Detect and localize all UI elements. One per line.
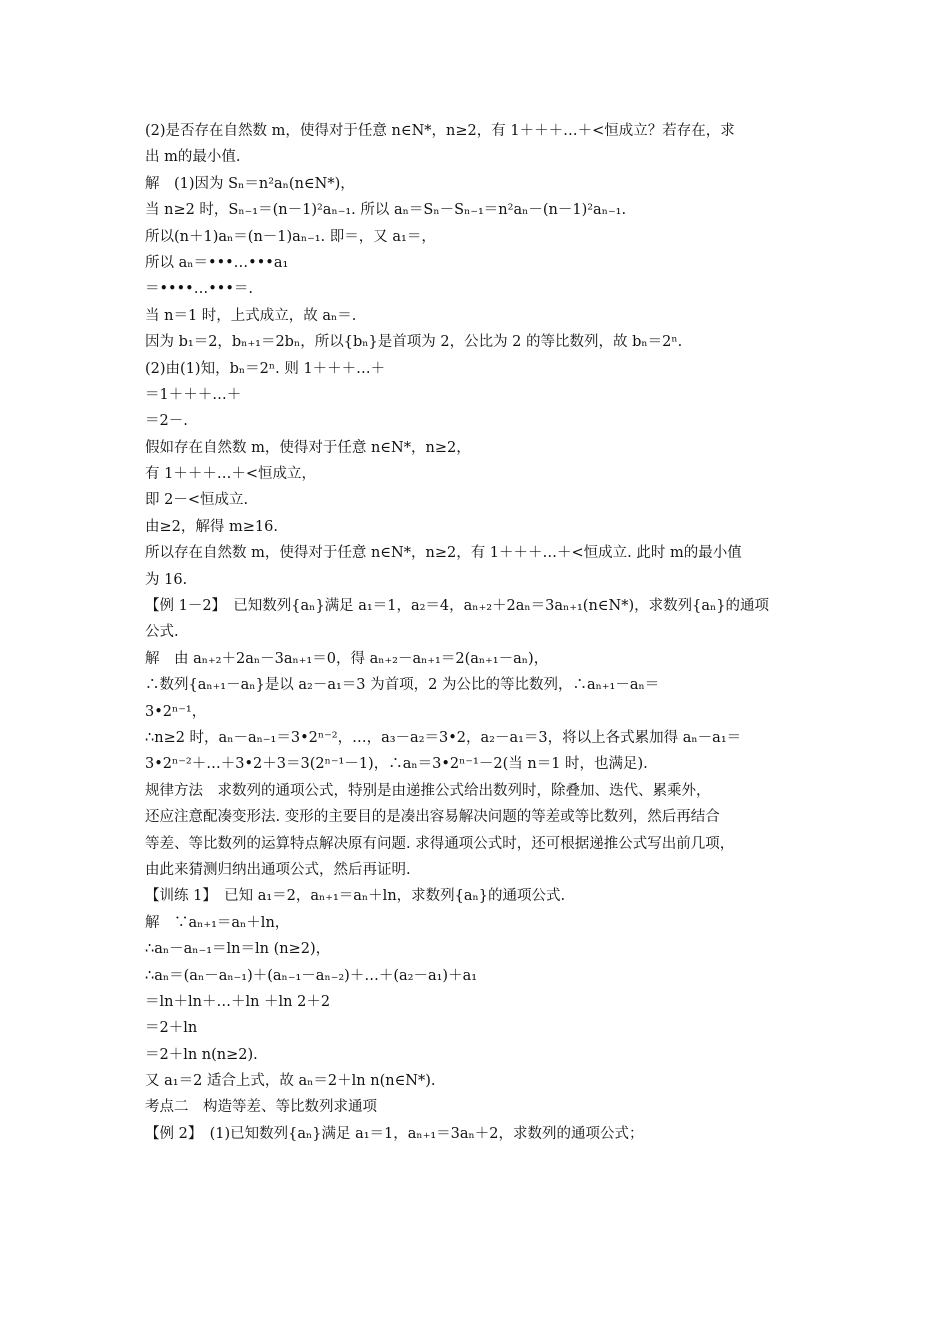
text-line: 即 2－<恒成立. <box>145 492 249 509</box>
text-line: 假如存在自然数 m，使得对于任意 n∈N*，n≥2， <box>145 439 471 456</box>
text-line: (2)由(1)知，bₙ＝2ⁿ. 则 1＋＋＋…＋ <box>145 360 386 377</box>
text-line: 解 (1)因为 Sₙ＝n²aₙ(n∈N*)， <box>145 175 355 192</box>
text-line: 【例 2】 (1)已知数列{aₙ}满足 a₁＝1，aₙ₊₁＝3aₙ＋2，求数列的通项公式； <box>145 1125 644 1142</box>
text-line: 出 m的最小值. <box>145 149 241 166</box>
text-line: (2)是否存在自然数 m，使得对于任意 n∈N*，n≥2，有 1＋＋＋…＋<恒成立？若存在，求 <box>145 123 735 139</box>
text-line: 因为 b₁＝2，bₙ₊₁＝2bₙ，所以{bₙ}是首项为 2，公比为 2 的等比数列，故 bₙ＝2ⁿ. <box>145 334 683 351</box>
text-line: 由此来猜测归纳出通项公式，然后再证明. <box>145 861 411 878</box>
text-line: 【例 1－2】 已知数列{aₙ}满足 a₁＝1，a₂＝4，aₙ₊₂＋2aₙ＝3aₙ₊₁(n∈N*)，求数列{aₙ}的通项 <box>145 598 769 615</box>
text-line: 等差、等比数列的运算特点解决原有问题. 求得通项公式时，还可根据递推公式写出前几项， <box>145 835 735 852</box>
text-line: 当 n≥2 时，Sₙ₋₁＝(n－1)²aₙ₋₁. 所以 aₙ＝Sₙ－Sₙ₋₁＝n²aₙ－(n－1)²aₙ₋₁. <box>145 202 627 219</box>
text-line: 又 a₁＝2 适合上式，故 aₙ＝2＋ln n(n∈N*). <box>145 1073 436 1090</box>
document-page <box>145 118 835 1147</box>
text-line: 由≥2，解得 m≥16. <box>145 518 278 535</box>
text-line: 所以 aₙ＝•••…•••a₁ <box>145 254 289 271</box>
text-line: ＝2－. <box>145 413 188 430</box>
text-line: ＝1＋＋＋…＋ <box>145 386 242 403</box>
text-line: 公式. <box>145 624 179 641</box>
text-line: ∴数列{aₙ₊₁－aₙ}是以 a₂－a₁＝3 为首项，2 为公比的等比数列，∴aₙ₊₁－aₙ＝ <box>145 677 660 694</box>
text-line: ∴aₙ＝(aₙ－aₙ₋₁)＋(aₙ₋₁－aₙ₋₂)＋…＋(a₂－a₁)＋a₁ <box>145 967 478 984</box>
text-line: ＝2＋ln n(n≥2). <box>145 1046 258 1063</box>
text-line: 所以(n＋1)aₙ＝(n－1)aₙ₋₁. 即＝，又 a₁＝， <box>145 228 436 245</box>
text-line: ＝2＋ln <box>145 1020 198 1037</box>
text-line: 所以存在自然数 m，使得对于任意 n∈N*，n≥2，有 1＋＋＋…＋<恒成立. 此时 m的最小值 <box>145 545 742 562</box>
text-line: 【训练 1】 已知 a₁＝2，aₙ₊₁＝aₙ＋ln，求数列{aₙ}的通项公式. <box>145 888 566 905</box>
text-line: ∴aₙ－aₙ₋₁＝ln＝ln (n≥2)， <box>145 941 331 958</box>
text-line: 有 1＋＋＋…＋<恒成立， <box>145 466 316 483</box>
text-line: 考点二 构造等差、等比数列求通项 <box>145 1099 377 1116</box>
text-line: 3•2ⁿ⁻²＋…＋3•2＋3＝3(2ⁿ⁻¹－1)，∴aₙ＝3•2ⁿ⁻¹－2(当 n＝1 时，也满足). <box>145 756 648 773</box>
text-line: ∴n≥2 时，aₙ－aₙ₋₁＝3•2ⁿ⁻²，…，a₃－a₂＝3•2，a₂－a₁＝3，将以上各式累加得 aₙ－a₁＝ <box>145 729 742 746</box>
text-line: 3•2ⁿ⁻¹， <box>145 703 207 720</box>
text-line: 解 由 aₙ₊₂＋2aₙ－3aₙ₊₁＝0，得 aₙ₊₂－aₙ₊₁＝2(aₙ₊₁－aₙ)， <box>145 650 549 667</box>
text-line: 还应注意配凑变形法. 变形的主要目的是凑出容易解决问题的等差或等比数列，然后再结合 <box>145 809 720 826</box>
text-line: ＝••••…•••＝. <box>145 281 253 298</box>
text-line: 解 ∵aₙ₊₁＝aₙ＋ln， <box>145 914 290 931</box>
text-line: 当 n＝1 时，上式成立，故 aₙ＝. <box>145 307 357 324</box>
text-line: ＝ln＋ln＋…＋ln ＋ln 2＋2 <box>145 993 331 1010</box>
text-line: 规律方法 求数列的通项公式，特别是由递推公式给出数列时，除叠加、迭代、累乘外， <box>145 782 711 799</box>
text-line: 为 16. <box>145 571 188 588</box>
